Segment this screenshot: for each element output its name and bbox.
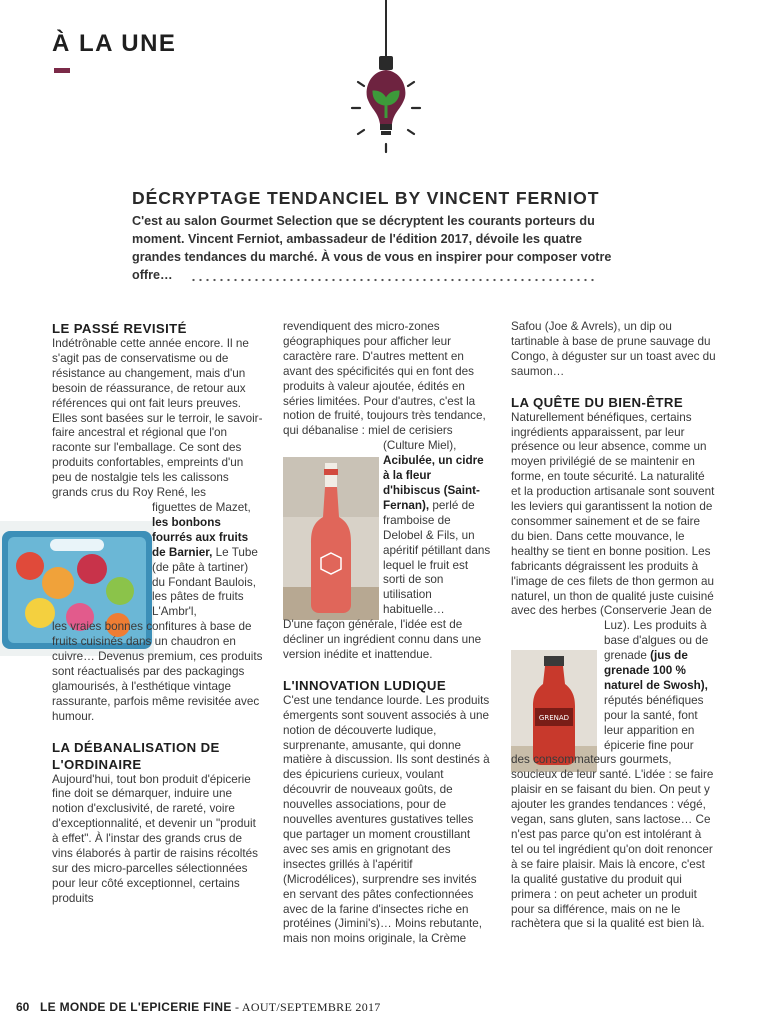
column-3 (511, 320, 716, 932)
paragraph-text: réputés bénéfiques pour la santé, font leur apparition en épicerie fine pour (604, 693, 704, 752)
magazine-issue: - AOUT/SEPTEMBRE 2017 (234, 1000, 381, 1014)
column-2 (283, 320, 491, 947)
magazine-name: LE MONDE DE L'EPICERIE FINE (40, 1000, 232, 1014)
heading-debanalisation: LA DÉBANALISATION DE L'ORDINAIRE (52, 739, 220, 772)
paragraph-passe-revisite-a (52, 337, 264, 501)
highlight-acibulee: Acibulée, un cidre à la fleur d'hibiscus (Saint-Fernan), (383, 454, 484, 512)
paragraph-text: les vraies bonnes confitures à base de fruits cuisinés dans un chaudron en cuivre… Devenus premium, ces produits sont réactualisés par des packagings glamourisés, à l'esthétique vintage rassurante, parfois même revisitée avec humour. (52, 620, 263, 723)
heading-innovation-ludique: L'INNOVATION LUDIQUE (283, 677, 447, 693)
paragraph-cidre (283, 439, 491, 618)
section-title: À LA UNE (52, 30, 177, 57)
paragraph-bien-etre-a: Naturellement bénéfiques, certains ingrédients apparaissent, par leur présence ou leur absence, comme un moyen privilégié de se maintenir en forme, en toute sécurité. La naturalité et la production artisanale sont souvent les leviers qui garantissent la notion de consommer sainement et de se faire du bien. Dans cette mouvance, le healthy se tient en bonne position. Les fabricants dégraissent les produits à l'image de ces filets de thon germon au naturel, un thon de qualité juste cuisiné avec des herbes (Conserverie Jean de (511, 410, 715, 618)
article-title: DÉCRYPTAGE TENDANCIEL BY VINCENT FERNIOT (132, 188, 600, 208)
magazine-footer (40, 1000, 381, 1015)
dotted-divider (190, 278, 595, 282)
highlight-swosh: (jus de grenade 100 % naturel de Swosh), (604, 649, 708, 692)
article-intro: C'est au salon Gourmet Selection que se décryptent les courants porteurs du moment. Vincent Ferniot, ambassadeur de l'édition 2017, dévoile les quatre grandes tendances du marché. À vous de vous en inspirer pour composer votre offre… (132, 214, 612, 282)
column-1 (52, 320, 264, 907)
paragraph-passe-revisite-c (52, 620, 264, 724)
paragraph-bien-etre-c: des consommateurs gourmets, soucieux de leur santé. L'idée : se faire plaisir en se faisant du bien. On peut y ajouter les grandes tendances : végé, vegan, sans gluten, sans lactose… Ce n'est pas parce qu'on est intolérant à tel ou tel ingrédient qu'on doit renoncer à se faire plaisir. Mais là encore, c'est la qualité gustative du produit qui primera : on peut acheter un produit pour sa différence, mais on ne le rachètera que si la qualité est bien là. (511, 753, 714, 931)
paragraph-declinaison: D'une façon générale, l'idée est de décliner un ingrédient connu dans une version inédite et inattendue. (283, 618, 482, 661)
paragraph-text: perlé de framboise de Delobel & Fils, un apéritif pétillant dans lequel le fruit est sorti de son utilisation habituelle… (383, 498, 491, 617)
paragraph-text: Le Tube (de pâte à tartiner) du Fondant Baulois, les pâtes de fruits L'Ambr'l, (152, 545, 258, 619)
paragraph-bien-etre-b (511, 619, 716, 753)
page-number: 60 (16, 1000, 30, 1014)
paragraph-innovation-ludique: C'est une tendance lourde. Les produits émergents sont souvent associés à une notion de découverte ludique, surprenante, amusante, qui donne matière à discussion. Ils sont destinés à des épicuriens curieux, voulant découvrir de nouveaux goûts, de nouvelles associations, pour de nouvelles aventures gustatives telles que partager un moment croustillant avec ses amis en grignotant des insectes grillés à l'apéritif (Microdélices), surprendre ses invités en servant des pâtes confectionnées avec de la farine d'insectes riche en protéines (Jimini's)… Moins rebutante, mais non moins originale, la Crème (283, 693, 490, 946)
paragraph-text: figuettes de Mazet, (152, 500, 251, 514)
paragraph-text: Indétrônable cette année encore. Il ne s'agit pas de conservatisme ou de résistance au changement, mais d'un besoin de réassurance, de retour aux références qui ont fait leurs preuves. Elles sont basées sur le terroir, le savoir-faire ancestral et régional que l'on raconte sur l'emballage. Ce sont des produits confortables, empreints d'un peu de nostalgie tels les calissons grands crus du Roy René, les (52, 337, 263, 500)
paragraph-microzones: revendiquent des micro-zones géographiques pour afficher leur caractère rare. D'autres mettent en avant des spécificités qui en font des produits à valeur ajoutée, édités en séries limitées. Pour d'autres, c'est la notion de fruité, toujours très tendance, qui débanalise : miel de cerisiers (283, 320, 486, 438)
paragraph-passe-revisite-b (52, 501, 264, 620)
section-accent-bar (54, 68, 70, 73)
lightbulb-icon (338, 0, 434, 160)
paragraph-safou: Safou (Joe & Avrels), un dip ou tartinable à base de prune sauvage du Congo, à déguster sur un toast avec du saumon… (511, 320, 716, 378)
paragraph-text: (Culture Miel), (383, 439, 457, 453)
heading-bien-etre: LA QUÊTE DU BIEN-ÊTRE (511, 394, 684, 410)
svg-text:GRENAD: GRENAD (538, 714, 570, 722)
highlight-barnier: les bonbons fourrés aux fruits de Barnier, (152, 515, 249, 559)
heading-passe-revisite: LE PASSÉ REVISITÉ (52, 321, 187, 336)
paragraph-text: Luz). Les produits à base d'algues ou de grenade (604, 619, 709, 663)
paragraph-debanalisation: Aujourd'hui, tout bon produit d'épicerie fine doit se démarquer, induire une notion d'exclusivité, de rareté, voire d'exceptionnalité, et devenir un "produit à effet". À l'instar des grands crus de vins élaborés à partir de raisins récoltés sur des micro-parcelles sélectionnées pour leur côté exceptionnel, certains produits (52, 772, 258, 905)
